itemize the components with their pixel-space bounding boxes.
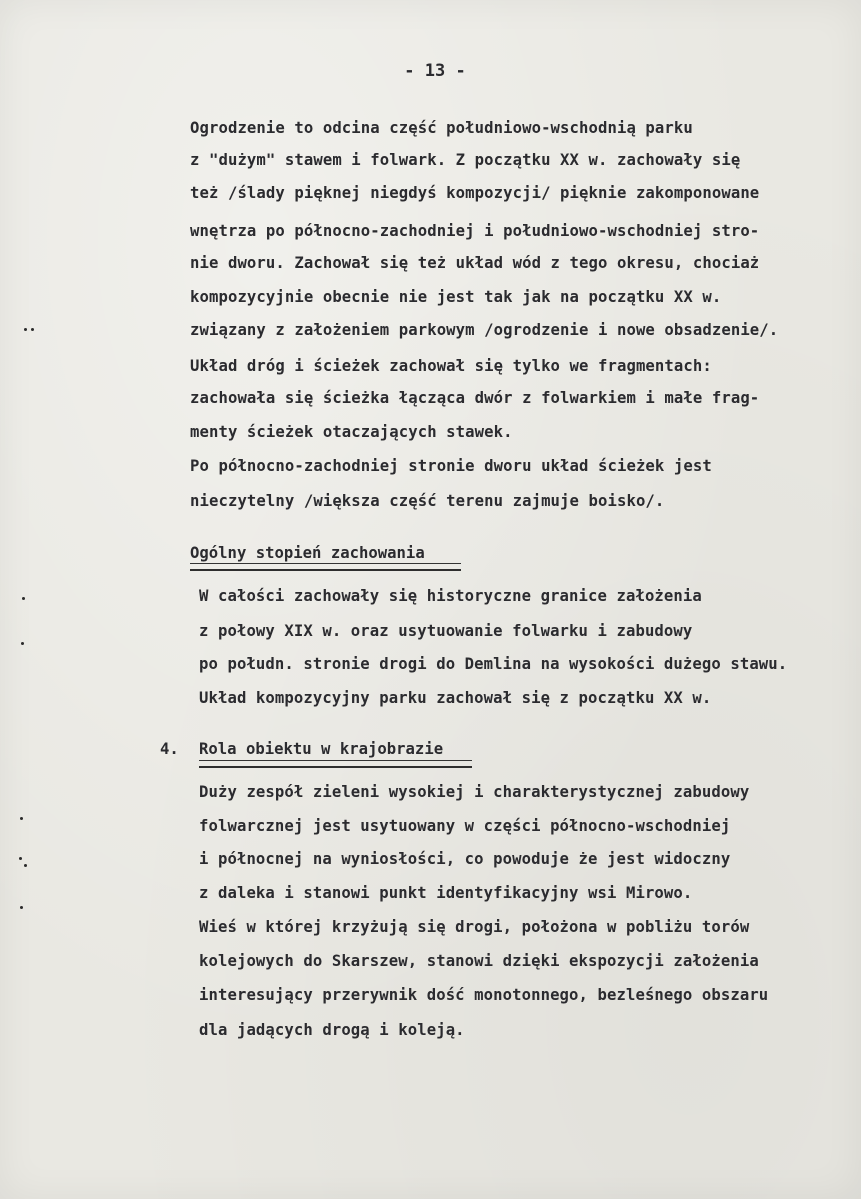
scan-speck [20, 906, 23, 909]
section-heading-general: Ogólny stopień zachowania [190, 544, 425, 562]
heading-underline [190, 563, 461, 564]
text-line: Wieś w której krzyżują się drogi, położona w pobliżu torów [199, 918, 750, 936]
text-line: W całości zachowały się historyczne granice założenia [199, 587, 702, 605]
heading-underline [199, 760, 472, 761]
text-line: nie dworu. Zachował się też układ wód z tego okresu, chociaż [190, 254, 760, 272]
text-line: też /ślady pięknej niegdyś kompozycji/ pięknie zakomponowane [190, 184, 760, 202]
scan-speck [21, 642, 24, 645]
text-line: z daleka i stanowi punkt identyfikacyjny wsi Mirowo. [199, 884, 693, 902]
text-line: z "dużym" stawem i folwark. Z początku XX w. zachowały się [190, 151, 741, 169]
scan-speck [24, 864, 27, 867]
section-number: 4. [160, 740, 179, 758]
scan-speck [19, 857, 22, 860]
text-line: Po północno-zachodniej stronie dworu układ ścieżek jest [190, 457, 712, 475]
text-line: interesujący przerywnik dość monotonnego, bezleśnego obszaru [199, 986, 769, 1004]
text-line: i północnej na wyniosłości, co powoduje że jest widoczny [199, 850, 731, 868]
section-heading-role: Rola obiektu w krajobrazie [199, 740, 444, 758]
text-line: wnętrza po północno-zachodniej i południowo-wschodniej stro- [190, 222, 760, 240]
text-line: dla jadących drogą i koleją. [199, 1021, 465, 1039]
text-line: menty ścieżek otaczających stawek. [190, 423, 513, 441]
text-line: zachowała się ścieżka łącząca dwór z folwarkiem i małe frag- [190, 389, 760, 407]
text-line: Układ dróg i ścieżek zachował się tylko we fragmentach: [190, 357, 712, 375]
text-line: związany z założeniem parkowym /ogrodzenie i nowe obsadzenie/. [190, 321, 779, 339]
page-number: - 13 - [404, 61, 466, 81]
text-line: po połudn. stronie drogi do Demlina na wysokości dużego stawu. [199, 655, 788, 673]
text-line: Duży zespół zieleni wysokiej i charakterystycznej zabudowy [199, 783, 750, 801]
heading-double-underline [199, 766, 472, 768]
text-line: folwarcznej jest usytuowany w części północno-wschodniej [199, 817, 731, 835]
scan-speck [22, 597, 25, 600]
scan-speck [20, 817, 23, 820]
text-line: Ogrodzenie to odcina część południowo-wschodnią parku [190, 119, 693, 137]
text-line: z połowy XIX w. oraz usytuowanie folwarku i zabudowy [199, 622, 693, 640]
text-line: kompozycyjnie obecnie nie jest tak jak na początku XX w. [190, 288, 722, 306]
text-line: kolejowych do Skarszew, stanowi dzięki ekspozycji założenia [199, 952, 759, 970]
scan-speck [24, 328, 27, 331]
text-line: nieczytelny /większa część terenu zajmuje boisko/. [190, 492, 665, 510]
heading-double-underline [190, 569, 461, 571]
scan-speck [31, 328, 34, 331]
text-line: Układ kompozycyjny parku zachował się z początku XX w. [199, 689, 712, 707]
